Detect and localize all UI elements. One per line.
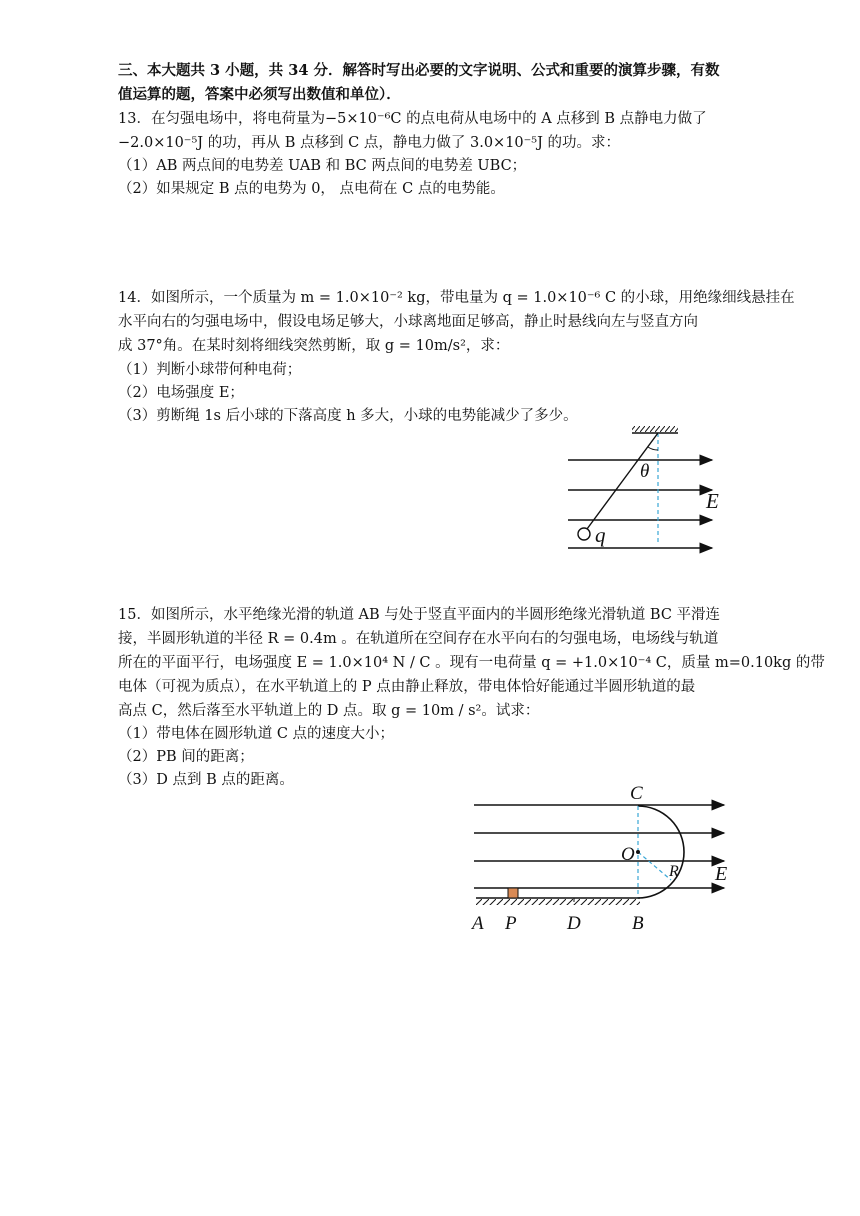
q15-line2: 接，半圆形轨道的半径 R = 0.4m 。在轨道所在空间存在水平向右的匀强电场，电场线与轨道 [118,631,719,647]
q15-radius-dashed [638,852,671,880]
q15-label-P: P [505,913,517,934]
q14-label-E: E [706,489,719,513]
q14-ball [578,528,590,540]
q14-ceiling [632,426,678,432]
q15-label-O: O [621,844,635,865]
q14-line3: 成 37°角。在某时刻将细线突然剪断，取 g = 10m/s²，求： [118,338,510,354]
q14-sub1: （1）判断小球带何种电荷； [118,362,302,378]
q15-semicircle-track [638,806,684,898]
q15-label-E: E [715,863,728,885]
q15-sub2: （2）PB 间的距离； [118,749,254,765]
q13-sub1: （1）AB 两点间的电势差 UAB 和 BC 两点间的电势差 UBC； [118,158,527,174]
q14-figure [560,420,730,560]
q15-block [508,888,518,898]
q15-label-R: R [669,863,679,880]
q14-label-theta: θ [640,461,650,482]
q15-label-A: A [472,913,484,934]
q14-label-q: q [595,523,606,547]
q15-line4: 电体（可视为质点），在水平轨道上的 P 点由静止释放，带电体恰好能通过半圆形轨道的最 [118,679,696,695]
q15-line5: 高点 C，然后落至水平轨道上的 D 点。取 g = 10m / s²。试求： [118,703,540,719]
q14-sub3: （3）剪断绳 1s 后小球的下落高度 h 多大，小球的电势能减少了多少。 [118,408,578,424]
q14-angle-arc [648,447,658,450]
q13-sub2: （2）如果规定 B 点的电势为 0， 点电荷在 C 点的电势能。 [118,181,505,197]
q15-label-C: C [630,783,643,804]
q15-sub3: （3）D 点到 B 点的距离。 [118,772,294,788]
q15-label-B: B [632,913,644,934]
q14-line1: 14．如图所示，一个质量为 m = 1.0×10⁻² kg，带电量为 q = 1.0×10⁻⁶ C 的小球，用绝缘细线悬挂在 [118,290,795,306]
q14-sub2: （2）电场强度 E； [118,385,244,401]
q14-line2: 水平向右的匀强电场中，假设电场足够大，小球离地面足够高，静止时悬线向左与竖直方向 [118,314,698,330]
q15-figure [468,780,740,938]
section-heading-line1: 三、本大题共 3 小题，共 34 分．解答时写出必要的文字说明、公式和重要的演算步骤，有数 [118,62,720,79]
q15-sub1: （1）带电体在圆形轨道 C 点的速度大小； [118,726,395,742]
q13-line1: 13．在匀强电场中，将电荷量为−5×10⁻⁶C 的点电荷从电场中的 A 点移到 B 点静电力做了 [118,111,707,127]
q15-center-point [636,850,640,854]
q15-line3: 所在的平面平行，电场强度 E = 1.0×10⁴ N / C 。现有一电荷量 q = +1.0×10⁻⁴ C，质量 m=0.10kg 的带 [118,655,825,671]
section-heading-line2: 值运算的题，答案中必须写出数值和单位）． [118,86,401,103]
q13-line2: −2.0×10⁻⁵J 的功，再从 B 点移到 C 点，静电力做了 3.0×10⁻⁵J 的功。求： [118,135,621,151]
q15-ground-hatch [476,899,640,905]
q15-label-D: D [567,913,581,934]
q15-line1: 15．如图所示，水平绝缘光滑的轨道 AB 与处于竖直平面内的半圆形绝缘光滑轨道 BC 平滑连 [118,607,721,623]
